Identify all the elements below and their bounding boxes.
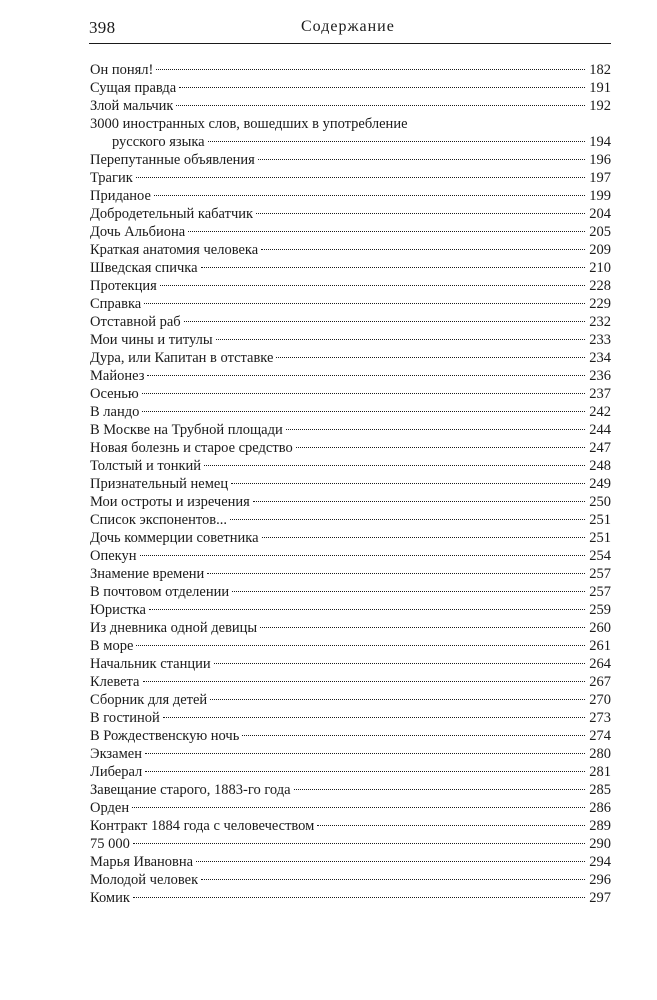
- toc-entry-title: Завещание старого, 1883-го года: [90, 782, 291, 798]
- toc-entry-page: 254: [589, 548, 611, 564]
- dot-leader: [144, 303, 585, 304]
- toc-entry-title: Орден: [90, 800, 130, 816]
- toc-entry-page: 251: [589, 512, 611, 528]
- toc-entry-title: В Рождественскую ночь: [90, 728, 240, 744]
- toc-entry: [90, 61, 611, 79]
- toc-entry-title: Толстый и тонкий: [90, 458, 202, 474]
- toc-entry: [90, 727, 611, 745]
- toc-entry: [90, 745, 611, 763]
- dot-leader: [154, 195, 585, 196]
- page-header: [89, 18, 611, 42]
- dot-leader: [232, 591, 585, 592]
- dot-leader: [261, 249, 585, 250]
- toc-entry: [90, 889, 611, 907]
- toc-entry: [90, 511, 611, 529]
- dot-leader: [163, 717, 585, 718]
- toc-entry-title: Признательный немец: [90, 476, 229, 492]
- table-of-contents: [90, 61, 611, 907]
- toc-entry-page: 280: [589, 746, 611, 762]
- toc-entry: [90, 637, 611, 655]
- toc-entry-page: 237: [589, 386, 611, 402]
- toc-entry: [90, 331, 611, 349]
- toc-entry: [90, 709, 611, 727]
- toc-entry-page: 267: [589, 674, 611, 690]
- toc-entry-title: Начальник станции: [90, 656, 211, 672]
- toc-entry-title: Знамение времени: [90, 566, 205, 582]
- toc-entry-page: 259: [589, 602, 611, 618]
- toc-entry: [90, 205, 611, 223]
- toc-entry-page: 261: [589, 638, 611, 654]
- dot-leader: [188, 231, 585, 232]
- toc-entry: [90, 241, 611, 259]
- dot-leader: [140, 555, 585, 556]
- toc-entry-page: 191: [589, 80, 611, 96]
- dot-leader: [147, 375, 585, 376]
- toc-entry-title: Либерал: [90, 764, 143, 780]
- toc-entry-title: Молодой человек: [90, 872, 199, 888]
- toc-entry-page: 234: [589, 350, 611, 366]
- toc-entry-page: 196: [589, 152, 611, 168]
- dot-leader: [262, 537, 585, 538]
- header-rule: [89, 43, 611, 44]
- dot-leader: [230, 519, 585, 520]
- dot-leader: [142, 393, 585, 394]
- dot-leader: [296, 447, 585, 448]
- toc-entry-page: 249: [589, 476, 611, 492]
- toc-entry-page: 236: [589, 368, 611, 384]
- toc-entry-page: 205: [589, 224, 611, 240]
- toc-entry: [90, 619, 611, 637]
- toc-entry-title: Мои чины и титулы: [90, 332, 213, 348]
- dot-leader: [160, 285, 585, 286]
- toc-entry-page: 270: [589, 692, 611, 708]
- toc-entry: [90, 493, 611, 511]
- running-title: Содержание: [301, 18, 395, 35]
- toc-entry-page: 194: [589, 134, 611, 150]
- toc-entry: [90, 349, 611, 367]
- toc-entry-title: Юристка: [90, 602, 146, 618]
- toc-entry: [90, 547, 611, 565]
- toc-entry-page: 247: [589, 440, 611, 456]
- toc-entry-page: 281: [589, 764, 611, 780]
- dot-leader: [132, 807, 585, 808]
- toc-entry: [90, 673, 611, 691]
- dot-leader: [133, 897, 585, 898]
- toc-entry: [90, 781, 611, 799]
- toc-entry-title: 3000 иностранных слов, вошедших в употребление: [90, 116, 408, 132]
- toc-entry-title: Сущая правда: [90, 80, 177, 96]
- dot-leader: [260, 627, 585, 628]
- dot-leader: [156, 69, 585, 70]
- toc-entry: [90, 439, 611, 457]
- toc-entry-page: 248: [589, 458, 611, 474]
- toc-entry-page: 294: [589, 854, 611, 870]
- dot-leader: [142, 411, 585, 412]
- toc-entry: [90, 799, 611, 817]
- toc-entry-page: 251: [589, 530, 611, 546]
- dot-leader: [256, 213, 585, 214]
- toc-entry-page: 229: [589, 296, 611, 312]
- dot-leader: [145, 753, 585, 754]
- toc-entry-title-continuation: русского языка: [112, 134, 205, 150]
- toc-entry-page: 285: [589, 782, 611, 798]
- toc-entry-page: 232: [589, 314, 611, 330]
- dot-leader: [136, 645, 585, 646]
- toc-entry-title: Осенью: [90, 386, 139, 402]
- page-number: 398: [89, 18, 116, 37]
- toc-entry-title: Краткая анатомия человека: [90, 242, 259, 258]
- toc-entry-page: 274: [589, 728, 611, 744]
- toc-entry-title: Злой мальчик: [90, 98, 174, 114]
- toc-entry: [90, 421, 611, 439]
- dot-leader: [196, 861, 585, 862]
- dot-leader: [317, 825, 585, 826]
- toc-entry-page: 242: [589, 404, 611, 420]
- toc-entry-page: 257: [589, 566, 611, 582]
- toc-entry: [90, 385, 611, 403]
- toc-entry: [90, 853, 611, 871]
- toc-entry: [90, 655, 611, 673]
- toc-entry-title: Приданое: [90, 188, 151, 204]
- toc-entry-title: Опекун: [90, 548, 137, 564]
- toc-entry-page: 257: [589, 584, 611, 600]
- toc-entry: [90, 565, 611, 583]
- toc-entry-title: Справка: [90, 296, 142, 312]
- toc-entry-title: Шведская спичка: [90, 260, 198, 276]
- toc-entry-title: Протекция: [90, 278, 157, 294]
- toc-entry-title: Он понял!: [90, 62, 154, 78]
- toc-entry-title: Майонез: [90, 368, 145, 384]
- toc-entry-page: 204: [589, 206, 611, 222]
- toc-entry: [90, 313, 611, 331]
- toc-entry-title: Список экспонентов...: [90, 512, 227, 528]
- toc-entry: [90, 259, 611, 277]
- dot-leader: [204, 465, 585, 466]
- toc-entry: [90, 187, 611, 205]
- toc-entry: [90, 277, 611, 295]
- toc-entry: [90, 151, 611, 169]
- toc-entry: [90, 583, 611, 601]
- toc-entry-title: Дура, или Капитан в отставке: [90, 350, 274, 366]
- toc-entry-title: 75 000: [90, 836, 130, 852]
- dot-leader: [258, 159, 585, 160]
- dot-leader: [201, 879, 585, 880]
- toc-entry: [90, 79, 611, 97]
- toc-entry-title: Перепутанные объявления: [90, 152, 255, 168]
- dot-leader: [216, 339, 585, 340]
- dot-leader: [242, 735, 585, 736]
- toc-entry-title: В ландо: [90, 404, 140, 420]
- toc-entry-title: Контракт 1884 года с человечеством: [90, 818, 315, 834]
- toc-entry: [90, 529, 611, 547]
- toc-entry-page: 297: [589, 890, 611, 906]
- toc-entry-page: 290: [589, 836, 611, 852]
- toc-entry-continuation: [90, 133, 611, 151]
- toc-entry-title: Добродетельный кабатчик: [90, 206, 254, 222]
- toc-entry-title: Сборник для детей: [90, 692, 208, 708]
- toc-entry: [90, 367, 611, 385]
- toc-entry-page: 289: [589, 818, 611, 834]
- toc-entry: [90, 835, 611, 853]
- toc-entry: [90, 115, 611, 133]
- dot-leader: [253, 501, 585, 502]
- toc-entry: [90, 97, 611, 115]
- dot-leader: [210, 699, 585, 700]
- toc-entry-page: 192: [589, 98, 611, 114]
- dot-leader: [294, 789, 585, 790]
- toc-entry-title: Марья Ивановна: [90, 854, 194, 870]
- toc-entry-page: 264: [589, 656, 611, 672]
- toc-entry-title: Мои остроты и изречения: [90, 494, 250, 510]
- toc-entry-page: 233: [589, 332, 611, 348]
- toc-entry: [90, 475, 611, 493]
- dot-leader: [207, 573, 585, 574]
- toc-entry-page: 273: [589, 710, 611, 726]
- toc-entry-page: 210: [589, 260, 611, 276]
- toc-entry-title: Дочь Альбиона: [90, 224, 186, 240]
- toc-entry-title: Экзамен: [90, 746, 142, 762]
- toc-entry: [90, 817, 611, 835]
- dot-leader: [208, 141, 585, 142]
- toc-entry-page: 182: [589, 62, 611, 78]
- toc-entry-title: В почтовом отделении: [90, 584, 230, 600]
- dot-leader: [149, 609, 585, 610]
- toc-entry: [90, 169, 611, 187]
- toc-entry-page: 244: [589, 422, 611, 438]
- toc-entry-page: 286: [589, 800, 611, 816]
- dot-leader: [231, 483, 585, 484]
- toc-entry-title: Дочь коммерции советника: [90, 530, 259, 546]
- toc-entry-page: 250: [589, 494, 611, 510]
- toc-entry-title: Трагик: [90, 170, 133, 186]
- dot-leader: [276, 357, 585, 358]
- dot-leader: [136, 177, 585, 178]
- dot-leader: [184, 321, 585, 322]
- toc-entry-title: Новая болезнь и старое средство: [90, 440, 293, 456]
- toc-entry-page: 296: [589, 872, 611, 888]
- toc-entry-page: 209: [589, 242, 611, 258]
- toc-entry-page: 228: [589, 278, 611, 294]
- toc-entry-page: 260: [589, 620, 611, 636]
- toc-entry-title: Комик: [90, 890, 130, 906]
- toc-entry-title: Отставной раб: [90, 314, 181, 330]
- toc-entry: [90, 763, 611, 781]
- dot-leader: [143, 681, 586, 682]
- dot-leader: [179, 87, 585, 88]
- toc-entry: [90, 403, 611, 421]
- dot-leader: [201, 267, 585, 268]
- toc-entry: [90, 871, 611, 889]
- toc-entry: [90, 691, 611, 709]
- dot-leader: [145, 771, 585, 772]
- toc-entry: [90, 601, 611, 619]
- toc-entry-page: 199: [589, 188, 611, 204]
- dot-leader: [214, 663, 585, 664]
- toc-entry: [90, 457, 611, 475]
- toc-entry-title: В гостиной: [90, 710, 160, 726]
- toc-entry-title: В Москве на Трубной площади: [90, 422, 283, 438]
- toc-entry-title: Из дневника одной девицы: [90, 620, 258, 636]
- toc-entry-title: Клевета: [90, 674, 140, 690]
- dot-leader: [133, 843, 585, 844]
- toc-entry-page: 197: [589, 170, 611, 186]
- dot-leader: [286, 429, 585, 430]
- toc-entry-title: В море: [90, 638, 134, 654]
- toc-entry: [90, 223, 611, 241]
- toc-entry: [90, 295, 611, 313]
- dot-leader: [176, 105, 585, 106]
